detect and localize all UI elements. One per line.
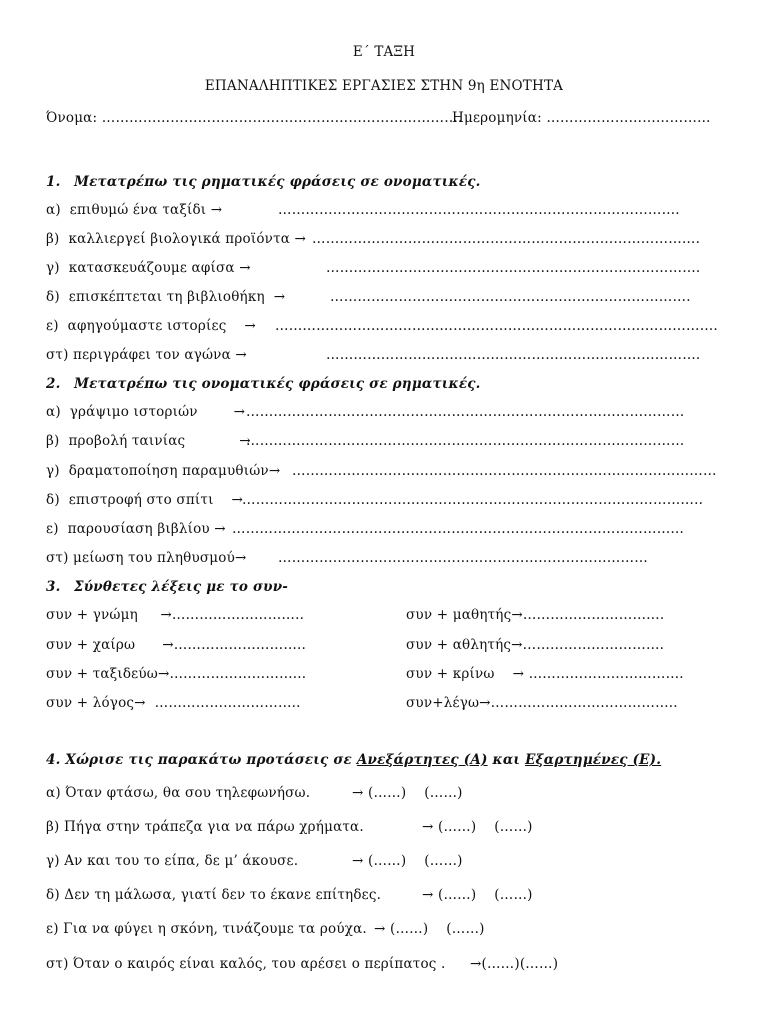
s2-item-b-label: β) προβολή ταινίας →: [46, 433, 251, 449]
section-1-title: Μετατρέπω τις ρηματικές φράσεις σε ονοματικές.: [74, 174, 481, 190]
s1-item-f-label: στ) περιγράφει τον αγώνα →: [46, 347, 247, 363]
s1-item-f-blank: ……………………………………………………………………….: [326, 347, 701, 363]
s2-item-d-label: δ) επιστροφή στο σπίτι →: [46, 492, 244, 508]
section-4-title: [46, 752, 661, 768]
s4-item-d-answer: → (……) (……): [422, 887, 533, 903]
s1-item-c-label: γ) κατασκευάζουμε αφίσα →: [46, 260, 251, 276]
section-4-title-dependent: Εξαρτημένες (Ε).: [525, 752, 662, 768]
section-1-number: 1.: [46, 174, 61, 190]
s4-item-b-label: β) Πήγα στην τράπεζα για να πάρω χρήματα.: [46, 819, 364, 835]
worksheet-title: ΕΠΑΝΑΛΗΠΤΙΚΕΣ ΕΡΓΑΣΙΕΣ ΣΤΗΝ 9η ΕΝΟΤΗΤΑ: [204, 78, 564, 94]
s2-item-b-blank: ……………………………………………………………………………………: [246, 433, 685, 449]
section-4-title-and: και: [487, 752, 526, 768]
section-4-title-prefix: 4. Χώρισε τις παρακάτω προτάσεις σε: [46, 752, 357, 768]
s1-item-c-blank: ……………………………………………………………………….: [326, 260, 701, 276]
s4-item-c-answer: → (……) (……): [352, 853, 463, 869]
section-3-title: Σύνθετες λέξεις με το συν-: [74, 579, 289, 595]
s1-item-a-blank: …………………………………………………………………………….: [278, 202, 680, 218]
s3-row-1-left: συν + γνώμη →………………………..: [46, 607, 305, 623]
s4-item-a-answer: → (……) (……): [352, 785, 463, 801]
s3-row-3-right: συν + κρίνω → …………………………….: [406, 666, 684, 682]
s4-item-e-answer: → (……) (……): [374, 921, 485, 937]
s4-item-f-answer: →(……)(……): [470, 956, 559, 972]
s1-item-d-label: δ) επισκέπτεται τη βιβλιοθήκη →: [46, 289, 286, 305]
s2-item-e-label: ε) παρουσίαση βιβλίου →: [46, 521, 226, 537]
section-3-number: 3.: [46, 579, 61, 595]
s1-item-a-label: α) επιθυμώ ένα ταξίδι →: [46, 202, 223, 218]
s4-item-a-label: α) Όταν φτάσω, θα σου τηλεφωνήσω.: [46, 785, 311, 801]
s1-item-b-label: β) καλλιεργεί βιολογικά προϊόντα →: [46, 231, 307, 247]
s1-item-d-blank: …………………………………………………………………….: [330, 289, 691, 305]
section-4-title-independent: Ανεξάρτητες (Α): [356, 752, 488, 768]
s2-item-d-blank: ………………………………………………………………………………………..: [242, 492, 704, 508]
s4-item-d-label: δ) Δεν τη μάλωσα, γιατί δεν το έκανε επίτηδες.: [46, 887, 382, 903]
section-2-title: Μετατρέπω τις ονοματικές φράσεις σε ρηματικές.: [74, 376, 481, 392]
s4-item-b-answer: → (……) (……): [422, 819, 533, 835]
s2-item-c-blank: …………………………………………………………………………………: [292, 463, 717, 479]
s2-item-f-label: στ) μείωση του πληθυσμού→: [46, 550, 247, 566]
s2-item-f-blank: ………………………………………………………………………: [278, 550, 648, 566]
s3-row-3-left: συν + ταξιδεύω→………………………...: [46, 666, 307, 682]
s3-row-4-right: συν+λέγω→…………………………………..: [406, 695, 678, 711]
s1-item-b-blank: ………………………………………………………………………….: [312, 231, 701, 247]
s2-item-c-label: γ) δραματοποίηση παραμυθιών→: [46, 463, 281, 479]
s4-item-c-label: γ) Αν και του το είπα, δε μ’ άκουσε.: [46, 853, 299, 869]
s3-row-1-right: συν + μαθητής→………………………….: [406, 607, 665, 623]
s1-item-e-blank: …………………………………………………………………………………….: [275, 318, 718, 334]
date-field: Ημερομηνία: ………………………………: [452, 110, 711, 126]
name-field: Όνομα: …………………………………………………………………….: [46, 110, 463, 126]
section-2-number: 2.: [46, 376, 61, 392]
s3-row-4-left: συν + λόγος→ …………………………..: [46, 695, 301, 711]
s4-item-e-label: ε) Για να φύγει η σκόνη, τινάζουμε τα ρούχα.: [46, 921, 367, 937]
s2-item-a-blank: ……………………………………………………………………………………: [246, 404, 685, 420]
class-title: Ε΄ ΤΑΞΗ: [352, 44, 416, 60]
s2-item-a-label: α) γράψιμο ιστοριών →: [46, 404, 246, 420]
s4-item-f-label: στ) Όταν ο καιρός είναι καλός, του αρέσει ο περίπατος .: [46, 956, 446, 972]
s1-item-e-label: ε) αφηγούμαστε ιστορίες →: [46, 318, 256, 334]
s2-item-e-blank: ………………………………………………………………………………………: [232, 521, 685, 537]
s3-row-2-left: συν + χαίρω →………………………..: [46, 637, 306, 653]
s3-row-2-right: συν + αθλητής→………………………….: [406, 637, 665, 653]
